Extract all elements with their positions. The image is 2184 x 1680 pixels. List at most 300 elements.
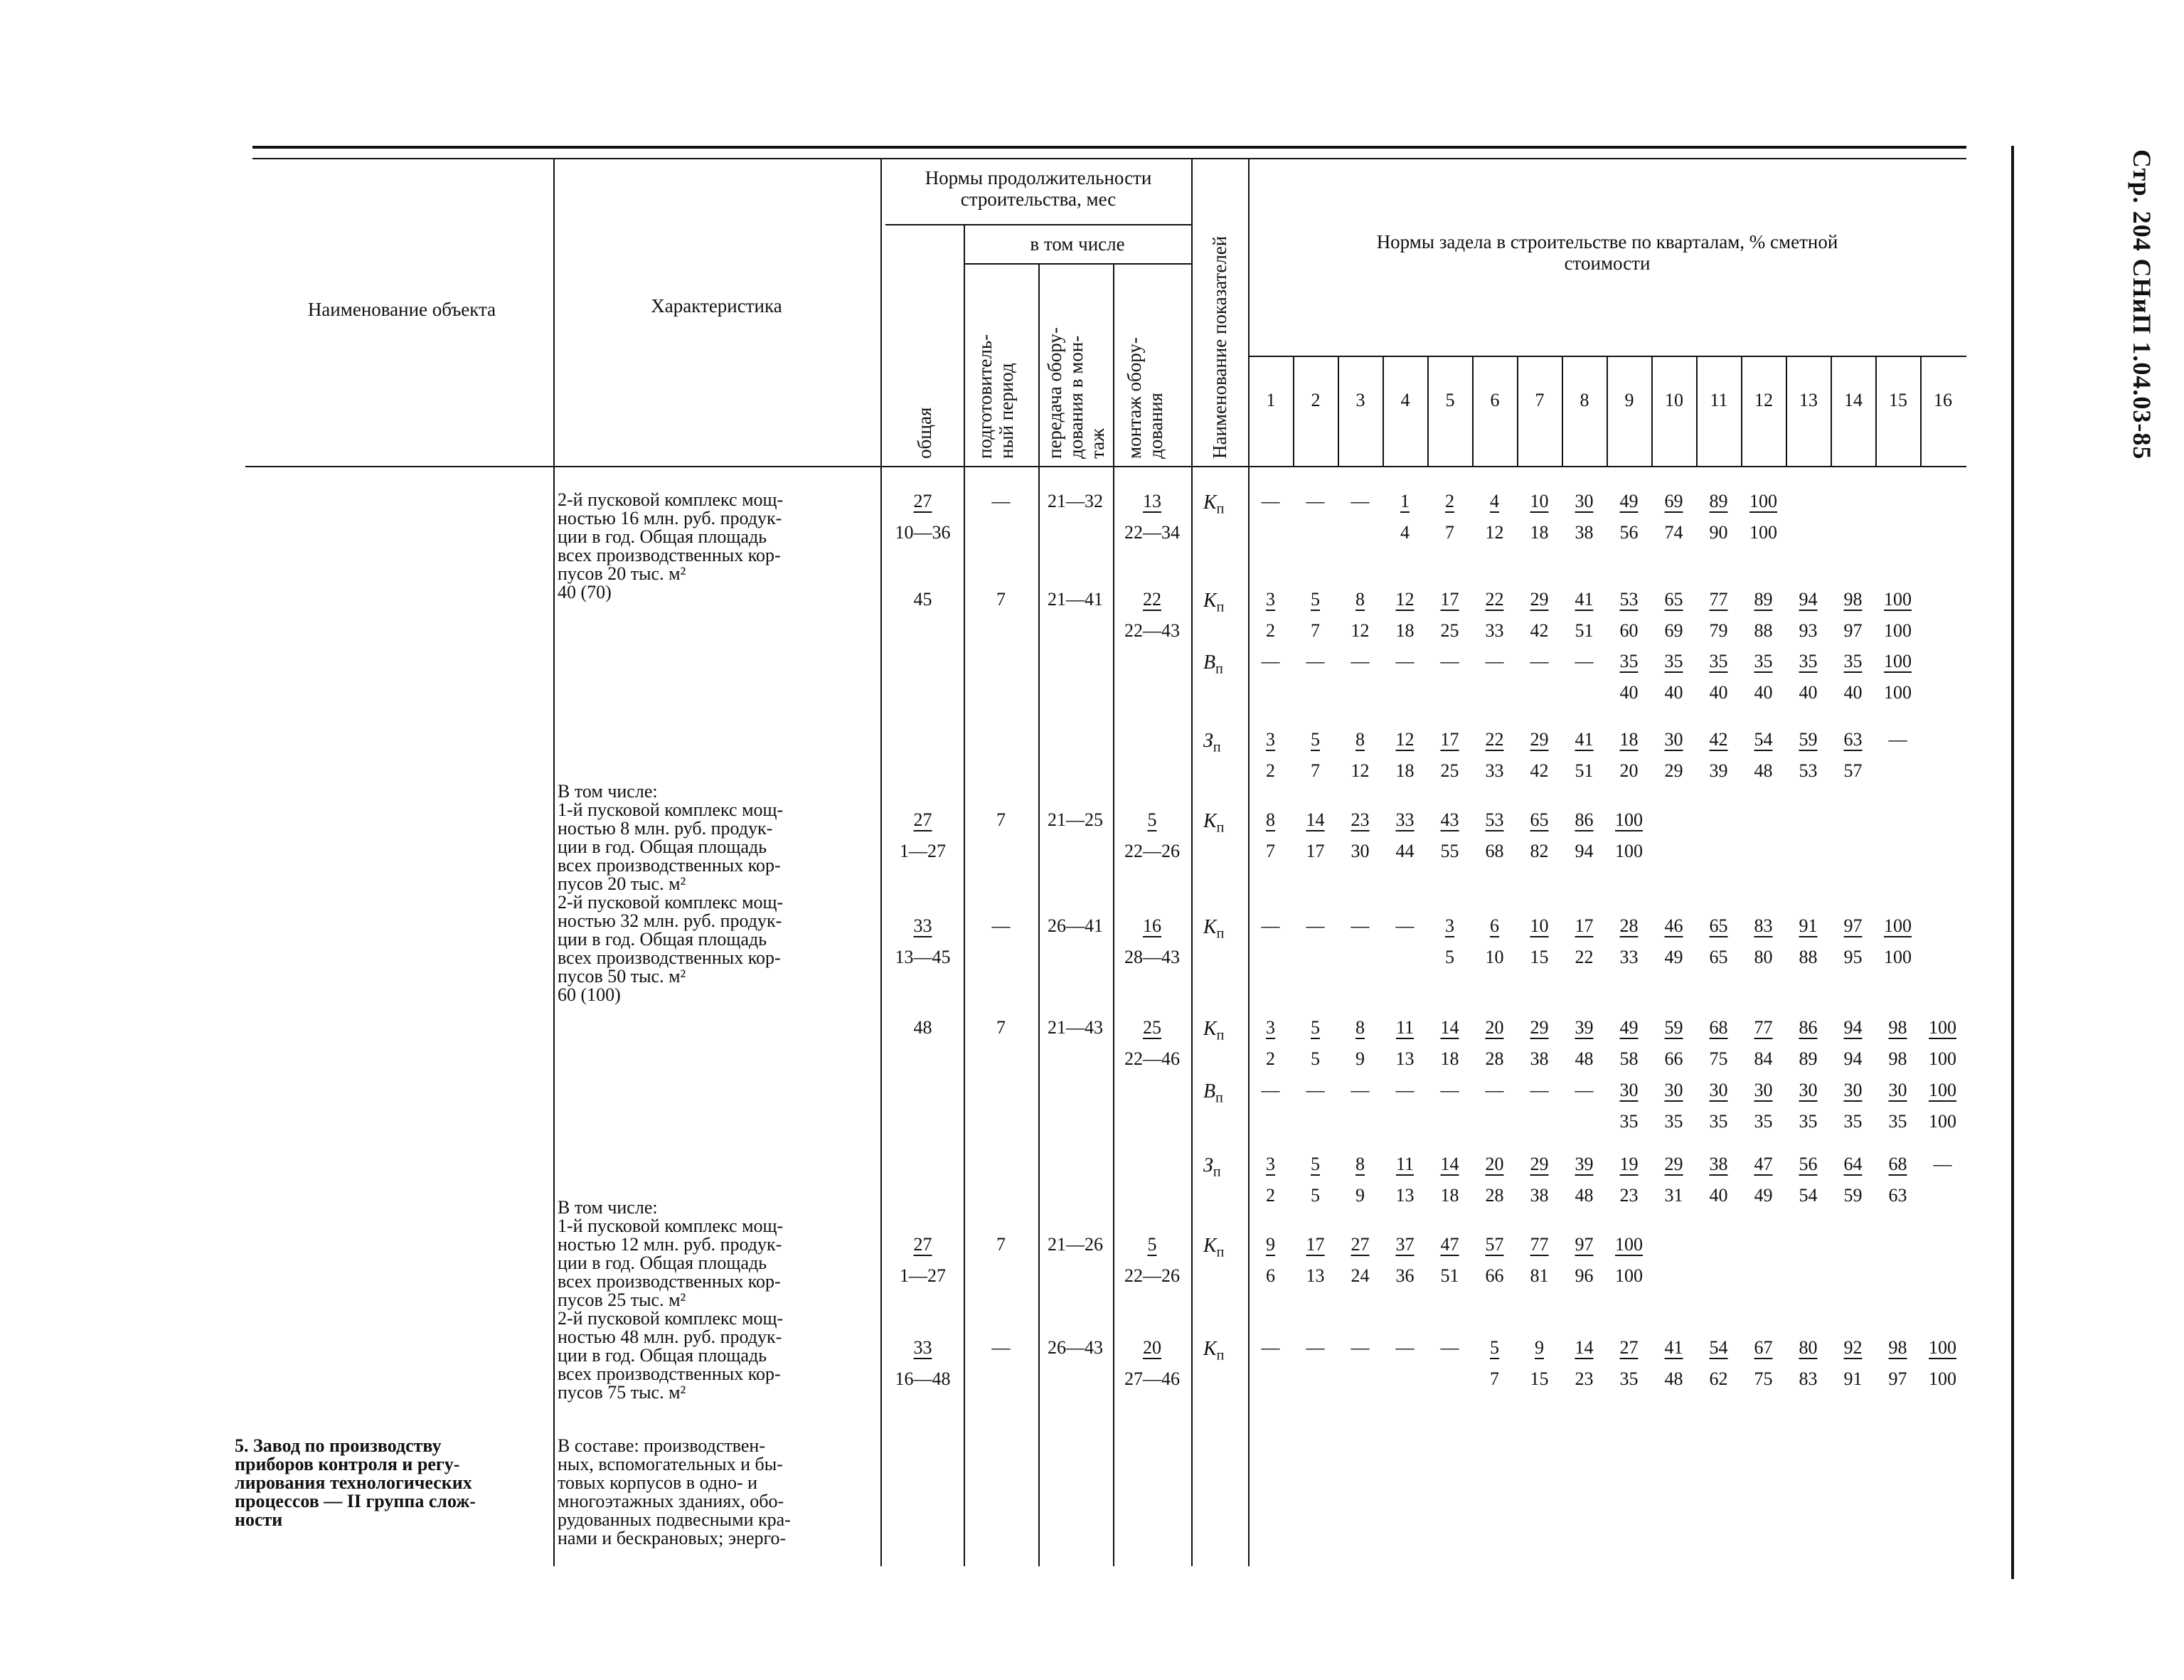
quarter-value-top: 91 xyxy=(1799,915,1818,936)
quarter-value-top: 39 xyxy=(1575,1154,1594,1174)
quarter-value-top: 35 xyxy=(1664,651,1683,671)
quarter-value-bottom: 28 xyxy=(1485,1048,1504,1069)
quarter-value-bottom: 48 xyxy=(1575,1185,1594,1206)
equip-transfer: 21—41 xyxy=(1048,589,1103,610)
quarter-value-top: 11 xyxy=(1395,1154,1415,1174)
quarter-value-bottom: 62 xyxy=(1709,1368,1728,1389)
indicator-label: $З_п$ xyxy=(1203,1154,1221,1180)
quarter-value-bottom: 75 xyxy=(1709,1048,1728,1069)
quarter-value-bottom: 33 xyxy=(1485,760,1504,781)
characteristic-block-2: В том числе: 1-й пусковой комплекс мощ- ностью 8 млн. руб. продук- ции в год. Общая площадь всех производственных кор- пусов 20 тыс. м² 2-й пусковой комплекс мощ- ностью 32 млн. руб. продук- ции в год. Общая площадь всех производственных кор- пусов 50 тыс. м² 60 (100) xyxy=(558,781,784,1005)
quarter-value-top: 30 xyxy=(1575,491,1594,511)
prep-period: 7 xyxy=(996,1234,1006,1255)
quarter-value-bottom: 51 xyxy=(1575,620,1594,641)
quarter-value-bottom: 36 xyxy=(1395,1265,1415,1286)
quarter-value-top: 29 xyxy=(1530,1017,1549,1038)
quarter-number: 13 xyxy=(1799,390,1818,410)
quarter-value-top: 92 xyxy=(1843,1337,1863,1358)
table-top-border xyxy=(252,146,1966,149)
quarter-number: 15 xyxy=(1889,390,1907,410)
quarter-value-bottom: 2 xyxy=(1266,760,1275,781)
quarter-value-top: 41 xyxy=(1575,589,1594,610)
quarter-value-top: — xyxy=(1306,915,1325,936)
quarter-value-top: 29 xyxy=(1530,729,1549,750)
quarter-value-top: 77 xyxy=(1709,589,1728,610)
quarter-value-bottom: 5 xyxy=(1445,947,1454,967)
quarter-value-top: 56 xyxy=(1799,1154,1818,1174)
quarter-value-top: 20 xyxy=(1485,1017,1504,1038)
quarter-value-top: 17 xyxy=(1306,1234,1325,1255)
total-duration: 33 xyxy=(913,915,932,936)
quarter-value-top: 80 xyxy=(1799,1337,1818,1358)
quarter-number: 16 xyxy=(1934,390,1952,410)
right-margin-line xyxy=(2011,146,2014,1579)
quarter-value-bottom: 35 xyxy=(1709,1111,1728,1132)
header-indicator-name: Наименование показателей xyxy=(1209,235,1230,459)
quarter-value-top: 97 xyxy=(1843,915,1863,936)
quarter-value-top: 63 xyxy=(1843,729,1863,750)
quarter-value-bottom: 7 xyxy=(1490,1368,1499,1389)
quarter-value-bottom: 80 xyxy=(1754,947,1773,967)
quarter-number: 10 xyxy=(1665,390,1683,410)
quarter-value-bottom: 93 xyxy=(1799,620,1818,641)
page-header xyxy=(2099,128,2184,484)
col-divider-6 xyxy=(1191,158,1193,1566)
quarter-value-top: 100 xyxy=(1615,809,1643,830)
quarter-value-top: — xyxy=(1306,1080,1325,1100)
quarter-value-top: 35 xyxy=(1799,651,1818,671)
quarter-value-top: 27 xyxy=(1351,1234,1370,1255)
quarter-value-bottom: 31 xyxy=(1664,1185,1683,1206)
quarter-value-top: 98 xyxy=(1888,1337,1907,1358)
quarter-value-bottom: 89 xyxy=(1799,1048,1818,1069)
quarter-value-bottom: 48 xyxy=(1575,1048,1594,1069)
quarter-value-top: 30 xyxy=(1843,1080,1863,1100)
quarter-value-top: 89 xyxy=(1709,491,1728,511)
quarter-value-top: 27 xyxy=(1619,1337,1639,1358)
equip-transfer: 21—43 xyxy=(1048,1017,1103,1038)
quarter-value-bottom: 38 xyxy=(1530,1048,1549,1069)
quarter-value-bottom: 35 xyxy=(1888,1111,1907,1132)
quarter-value-top: — xyxy=(1485,651,1504,671)
quarter-value-bottom: 100 xyxy=(1884,620,1912,641)
header-including: в том числе xyxy=(1030,233,1125,255)
col-divider-4 xyxy=(1038,263,1040,1566)
quarter-value-top: 100 xyxy=(1749,491,1777,511)
quarter-value-bottom: 40 xyxy=(1619,682,1639,703)
quarter-value-bottom: 100 xyxy=(1615,841,1643,861)
quarter-value-bottom: 54 xyxy=(1799,1185,1818,1206)
characteristic-block-1: 2-й пусковой комплекс мощ- ностью 16 млн. руб. продук- ции в год. Общая площадь всех производственных кор- пусов 20 тыс. м² 40 (70) xyxy=(558,489,784,602)
quarter-value-bottom: 2 xyxy=(1266,1185,1275,1206)
total-duration: 27 xyxy=(913,1234,932,1255)
prep-period: 7 xyxy=(996,1017,1006,1038)
quarter-value-bottom: 25 xyxy=(1440,760,1459,781)
quarter-value-bottom: 33 xyxy=(1485,620,1504,641)
quarter-value-bottom: 39 xyxy=(1709,760,1728,781)
indicator-label: $К_п$ xyxy=(1203,1338,1225,1363)
quarter-value-top: 17 xyxy=(1440,729,1459,750)
duration-subheader-line xyxy=(885,224,1191,225)
quarter-value-bottom: 90 xyxy=(1709,522,1728,543)
quarter-value-bottom: 35 xyxy=(1754,1111,1773,1132)
equip-install: 5 xyxy=(1147,809,1157,830)
quarter-value-top: 2 xyxy=(1445,491,1454,511)
quarter-value-top: — xyxy=(1306,491,1325,511)
quarter-value-bottom: 40 xyxy=(1843,682,1863,703)
quarter-value-top: 8 xyxy=(1355,589,1365,610)
quarter-value-top: — xyxy=(1440,1080,1459,1100)
equip-install-range: 22—46 xyxy=(1124,1048,1180,1069)
quarter-value-bottom: 97 xyxy=(1888,1368,1907,1389)
quarter-value-top: 20 xyxy=(1485,1154,1504,1174)
quarter-value-bottom: 2 xyxy=(1266,620,1275,641)
quarter-value-top: — xyxy=(1395,651,1415,671)
indicator-label: $К_п$ xyxy=(1203,1235,1225,1260)
quarter-value-top: 68 xyxy=(1709,1017,1728,1038)
quarter-value-top: 28 xyxy=(1619,915,1639,936)
quarter-value-bottom: 18 xyxy=(1395,760,1415,781)
quarter-value-bottom: 40 xyxy=(1799,682,1818,703)
quarter-value-top: — xyxy=(1485,1080,1504,1100)
quarter-value-bottom: 5 xyxy=(1311,1048,1320,1069)
quarter-value-top: — xyxy=(1261,1080,1280,1100)
prep-period: 7 xyxy=(996,589,1006,610)
equip-install: 13 xyxy=(1143,491,1161,511)
quarter-value-top: 77 xyxy=(1530,1234,1549,1255)
quarter-value-bottom: 66 xyxy=(1485,1265,1504,1286)
quarter-value-bottom: 94 xyxy=(1843,1048,1863,1069)
quarter-value-top: 59 xyxy=(1799,729,1818,750)
total-duration: 48 xyxy=(913,1017,932,1038)
equip-install-range: 28—43 xyxy=(1124,947,1180,967)
quarter-value-bottom: 100 xyxy=(1749,522,1777,543)
equip-transfer: 21—26 xyxy=(1048,1234,1103,1255)
quarter-value-top: 54 xyxy=(1754,729,1773,750)
quarter-value-top: 29 xyxy=(1664,1154,1683,1174)
quarter-value-bottom: 63 xyxy=(1888,1185,1907,1206)
header-object-name: Наименование объекта xyxy=(307,299,496,320)
quarter-value-bottom: 98 xyxy=(1888,1048,1907,1069)
quarter-value-top: 35 xyxy=(1619,651,1639,671)
quarter-value-top: 9 xyxy=(1535,1337,1544,1358)
quarter-value-bottom: 42 xyxy=(1530,620,1549,641)
quarter-value-top: 17 xyxy=(1440,589,1459,610)
quarter-value-top: 14 xyxy=(1306,809,1325,830)
quarter-value-bottom: 7 xyxy=(1445,522,1454,543)
quarter-number: 1 xyxy=(1266,390,1276,410)
quarter-value-bottom: 81 xyxy=(1530,1265,1549,1286)
quarter-value-bottom: 9 xyxy=(1355,1185,1365,1206)
quarter-value-top: — xyxy=(1440,651,1459,671)
total-duration: 27 xyxy=(913,491,932,511)
quarter-value-top: 94 xyxy=(1799,589,1818,610)
quarter-value-bottom: 18 xyxy=(1440,1185,1459,1206)
quarter-value-bottom: 30 xyxy=(1351,841,1370,861)
quarter-value-bottom: 48 xyxy=(1664,1368,1683,1389)
quarter-value-top: 8 xyxy=(1355,1017,1365,1038)
quarter-value-top: 100 xyxy=(1884,651,1912,671)
quarter-value-bottom: 94 xyxy=(1575,841,1594,861)
equip-transfer: 26—41 xyxy=(1048,915,1103,936)
quarter-value-bottom: 29 xyxy=(1664,760,1683,781)
quarter-value-bottom: 57 xyxy=(1843,760,1863,781)
quarter-value-bottom: 25 xyxy=(1440,620,1459,641)
quarter-value-bottom: 60 xyxy=(1619,620,1639,641)
quarter-value-bottom: 69 xyxy=(1664,620,1683,641)
quarter-value-top: 49 xyxy=(1619,491,1639,511)
quarter-value-top: 30 xyxy=(1799,1080,1818,1100)
indicator-label: $З_п$ xyxy=(1203,730,1221,755)
quarter-value-top: 42 xyxy=(1709,729,1728,750)
equip-install-range: 22—34 xyxy=(1124,522,1180,543)
quarter-value-bottom: 100 xyxy=(1929,1368,1956,1389)
equip-install: 25 xyxy=(1143,1017,1161,1038)
header-duration-norms: Нормы продолжительности строительства, мес xyxy=(925,167,1152,210)
quarter-value-top: 11 xyxy=(1395,1017,1415,1038)
quarter-value-bottom: 38 xyxy=(1575,522,1594,543)
quarter-value-top: 1 xyxy=(1400,491,1410,511)
quarter-value-top: 33 xyxy=(1395,809,1415,830)
equip-install: 20 xyxy=(1143,1337,1161,1358)
quarter-value-bottom: 56 xyxy=(1619,522,1639,543)
col-divider-3 xyxy=(964,224,965,1566)
quarter-value-top: 30 xyxy=(1664,1080,1683,1100)
quarter-value-top: 100 xyxy=(1615,1234,1643,1255)
quarter-value-top: — xyxy=(1351,651,1370,671)
quarter-value-bottom: 20 xyxy=(1619,760,1639,781)
quarter-value-bottom: 95 xyxy=(1843,947,1863,967)
quarter-value-bottom: 22 xyxy=(1575,947,1594,967)
quarter-value-top: — xyxy=(1261,1337,1280,1358)
quarter-number: 14 xyxy=(1844,390,1863,410)
object-5-name: 5. Завод по производству приборов контроля и регу- лирования технологических процессов — II группа слож- ности xyxy=(235,1435,476,1530)
quarter-value-bottom: 40 xyxy=(1664,682,1683,703)
quarter-value-bottom: 82 xyxy=(1530,841,1549,861)
total-duration-range: 10—36 xyxy=(895,522,951,543)
quarter-value-bottom: 35 xyxy=(1843,1111,1863,1132)
quarter-value-bottom: 18 xyxy=(1440,1048,1459,1069)
total-duration-range: 16—48 xyxy=(895,1368,951,1389)
quarter-value-bottom: 88 xyxy=(1799,947,1818,967)
quarter-value-top: 5 xyxy=(1311,589,1320,610)
equip-transfer: 26—43 xyxy=(1048,1337,1103,1358)
quarter-value-bottom: 79 xyxy=(1709,620,1728,641)
quarter-value-bottom: 88 xyxy=(1754,620,1773,641)
quarter-value-bottom: 15 xyxy=(1530,947,1549,967)
quarter-value-top: 22 xyxy=(1485,589,1504,610)
quarter-value-top: 23 xyxy=(1351,809,1370,830)
quarter-value-bottom: 24 xyxy=(1351,1265,1370,1286)
quarter-value-top: — xyxy=(1351,1080,1370,1100)
quarter-value-bottom: 100 xyxy=(1884,947,1912,967)
including-subheader-line xyxy=(964,263,1191,265)
quarter-value-top: 98 xyxy=(1843,589,1863,610)
quarter-value-top: 18 xyxy=(1619,729,1639,750)
quarter-value-top: 65 xyxy=(1530,809,1549,830)
quarter-value-bottom: 23 xyxy=(1619,1185,1639,1206)
quarter-value-top: 100 xyxy=(1884,589,1912,610)
quarter-value-bottom: 7 xyxy=(1311,620,1320,641)
quarter-value-bottom: 40 xyxy=(1709,1185,1728,1206)
header-characteristic: Характеристика xyxy=(651,295,782,317)
quarter-number: 7 xyxy=(1535,390,1545,410)
quarter-number: 9 xyxy=(1624,390,1634,410)
header-total: общая xyxy=(914,407,935,459)
quarter-value-top: 59 xyxy=(1664,1017,1683,1038)
col-divider-5 xyxy=(1113,263,1114,1566)
equip-transfer: 21—25 xyxy=(1048,809,1103,830)
quarter-value-top: 3 xyxy=(1266,1017,1275,1038)
quarter-value-top: 30 xyxy=(1754,1080,1773,1100)
quarter-value-top: 30 xyxy=(1888,1080,1907,1100)
quarter-value-bottom: 40 xyxy=(1709,682,1728,703)
quarter-value-top: 19 xyxy=(1619,1154,1639,1174)
quarter-value-top: — xyxy=(1306,1337,1325,1358)
indicator-label: $К_п$ xyxy=(1203,810,1225,836)
total-duration: 45 xyxy=(913,589,932,610)
quarter-value-bottom: 35 xyxy=(1619,1111,1639,1132)
quarter-value-top: 64 xyxy=(1843,1154,1863,1174)
quarter-value-top: 47 xyxy=(1440,1234,1459,1255)
quarter-value-top: 8 xyxy=(1266,809,1275,830)
indicator-label: $К_п$ xyxy=(1203,491,1225,517)
quarter-value-bottom: 35 xyxy=(1664,1111,1683,1132)
quarter-value-bottom: 49 xyxy=(1754,1185,1773,1206)
quarter-value-top: 3 xyxy=(1266,729,1275,750)
quarter-value-top: 29 xyxy=(1530,1154,1549,1174)
quarter-value-bottom: 13 xyxy=(1395,1185,1415,1206)
equip-install-range: 27—46 xyxy=(1124,1368,1180,1389)
quarter-value-bottom: 66 xyxy=(1664,1048,1683,1069)
header-prep-period: подготовитель- ный период xyxy=(974,334,1017,459)
quarter-value-top: 35 xyxy=(1843,651,1863,671)
quarter-value-top: — xyxy=(1351,915,1370,936)
quarter-value-top: 49 xyxy=(1619,1017,1639,1038)
quarter-value-bottom: 7 xyxy=(1311,760,1320,781)
page-header-text: Стр. 204 СНиП 1.04.03-85 xyxy=(2128,149,2156,460)
quarter-value-top: — xyxy=(1261,491,1280,511)
quarter-value-top: 4 xyxy=(1490,491,1499,511)
quarter-value-bottom: 13 xyxy=(1306,1265,1325,1286)
quarter-value-bottom: 12 xyxy=(1351,620,1370,641)
quarter-value-top: 86 xyxy=(1575,809,1594,830)
quarter-value-top: 100 xyxy=(1929,1080,1956,1100)
quarter-value-bottom: 59 xyxy=(1843,1185,1863,1206)
quarter-value-top: 35 xyxy=(1709,651,1728,671)
quarter-value-top: 47 xyxy=(1754,1154,1773,1174)
quarter-value-top: 5 xyxy=(1311,729,1320,750)
quarter-value-top: — xyxy=(1261,915,1280,936)
quarter-value-bottom: 51 xyxy=(1575,760,1594,781)
equip-install: 16 xyxy=(1143,915,1161,936)
total-duration: 27 xyxy=(913,809,932,830)
quarter-value-bottom: 58 xyxy=(1619,1048,1639,1069)
quarter-number: 6 xyxy=(1490,390,1500,410)
quarter-value-bottom: 65 xyxy=(1709,947,1728,967)
quarter-value-top: 41 xyxy=(1664,1337,1683,1358)
quarter-value-bottom: 53 xyxy=(1799,760,1818,781)
quarter-value-bottom: 12 xyxy=(1485,522,1504,543)
quarter-value-bottom: 49 xyxy=(1664,947,1683,967)
quarter-value-top: 100 xyxy=(1884,915,1912,936)
quarter-value-top: 100 xyxy=(1929,1017,1956,1038)
equip-install: 22 xyxy=(1143,589,1161,610)
quarter-number: 4 xyxy=(1400,390,1410,410)
quarter-value-top: 86 xyxy=(1799,1017,1818,1038)
indicator-label: $В_п$ xyxy=(1203,652,1223,677)
quarter-value-top: — xyxy=(1351,491,1370,511)
quarter-value-top: 12 xyxy=(1395,729,1415,750)
quarter-value-top: — xyxy=(1261,651,1280,671)
quarter-number: 3 xyxy=(1355,390,1365,410)
quarter-value-bottom: 6 xyxy=(1266,1265,1275,1286)
quarter-value-top: 65 xyxy=(1709,915,1728,936)
header-backlog-norms: Нормы задела в строительстве по кварталам, % сметной стоимости xyxy=(1376,231,1838,274)
quarter-value-bottom: 15 xyxy=(1530,1368,1549,1389)
quarter-value-bottom: 100 xyxy=(1884,682,1912,703)
quarter-value-top: 65 xyxy=(1664,589,1683,610)
indicator-label: $К_п$ xyxy=(1203,590,1225,615)
quarter-value-top: 5 xyxy=(1311,1017,1320,1038)
header-equip-transfer: передача обору- дования в мон- таж xyxy=(1044,327,1108,459)
quarter-value-top: 41 xyxy=(1575,729,1594,750)
quarter-value-top: 29 xyxy=(1530,589,1549,610)
quarter-value-top: 89 xyxy=(1754,589,1773,610)
quarter-value-bottom: 40 xyxy=(1754,682,1773,703)
quarter-value-bottom: 28 xyxy=(1485,1185,1504,1206)
quarter-value-top: 35 xyxy=(1754,651,1773,671)
quarter-value-top: — xyxy=(1351,1337,1370,1358)
quarter-value-bottom: 84 xyxy=(1754,1048,1773,1069)
quarter-value-top: 8 xyxy=(1355,1154,1365,1174)
quarter-value-top: 53 xyxy=(1619,589,1639,610)
quarter-value-top: 30 xyxy=(1664,729,1683,750)
quarter-value-bottom: 42 xyxy=(1530,760,1549,781)
quarter-value-top: 83 xyxy=(1754,915,1773,936)
prep-period: — xyxy=(991,915,1011,936)
quarter-value-bottom: 74 xyxy=(1664,522,1683,543)
quarter-value-top: 69 xyxy=(1664,491,1683,511)
quarter-value-top: 43 xyxy=(1440,809,1459,830)
quarter-value-top: — xyxy=(1575,1080,1594,1100)
quarter-value-top: 10 xyxy=(1530,491,1549,511)
quarter-value-bottom: 4 xyxy=(1400,522,1410,543)
quarter-value-top: 30 xyxy=(1619,1080,1639,1100)
quarter-value-bottom: 18 xyxy=(1530,522,1549,543)
quarter-value-top: 10 xyxy=(1530,915,1549,936)
quarter-value-bottom: 5 xyxy=(1311,1185,1320,1206)
quarter-value-top: — xyxy=(1306,651,1325,671)
quarter-value-bottom: 33 xyxy=(1619,947,1639,967)
characteristic-block-3: В том числе: 1-й пусковой комплекс мощ- ностью 12 млн. руб. продук- ции в год. Общая площадь всех производственных кор- пусов 25 тыс. м² 2-й пусковой комплекс мощ- ностью 48 млн. руб. продук- ции в год. Общая площадь всех производственных кор- пусов 75 тыс. м² xyxy=(558,1197,784,1403)
total-duration: 33 xyxy=(913,1337,932,1358)
quarter-value-top: 14 xyxy=(1440,1154,1459,1174)
quarter-value-bottom: 13 xyxy=(1395,1048,1415,1069)
quarter-value-bottom: 55 xyxy=(1440,841,1459,861)
quarter-value-top: 6 xyxy=(1490,915,1499,936)
quarter-value-top: — xyxy=(1395,1080,1415,1100)
quarter-number: 11 xyxy=(1710,390,1728,410)
quarter-value-top: — xyxy=(1530,651,1549,671)
total-duration-range: 13—45 xyxy=(895,947,951,967)
quarter-value-top: 54 xyxy=(1709,1337,1728,1358)
quarter-value-top: 77 xyxy=(1754,1017,1773,1038)
quarter-value-top: 38 xyxy=(1709,1154,1728,1174)
total-duration-range: 1—27 xyxy=(900,1265,946,1286)
equip-install-range: 22—26 xyxy=(1124,1265,1180,1286)
indicator-label: $К_п$ xyxy=(1203,1018,1225,1043)
